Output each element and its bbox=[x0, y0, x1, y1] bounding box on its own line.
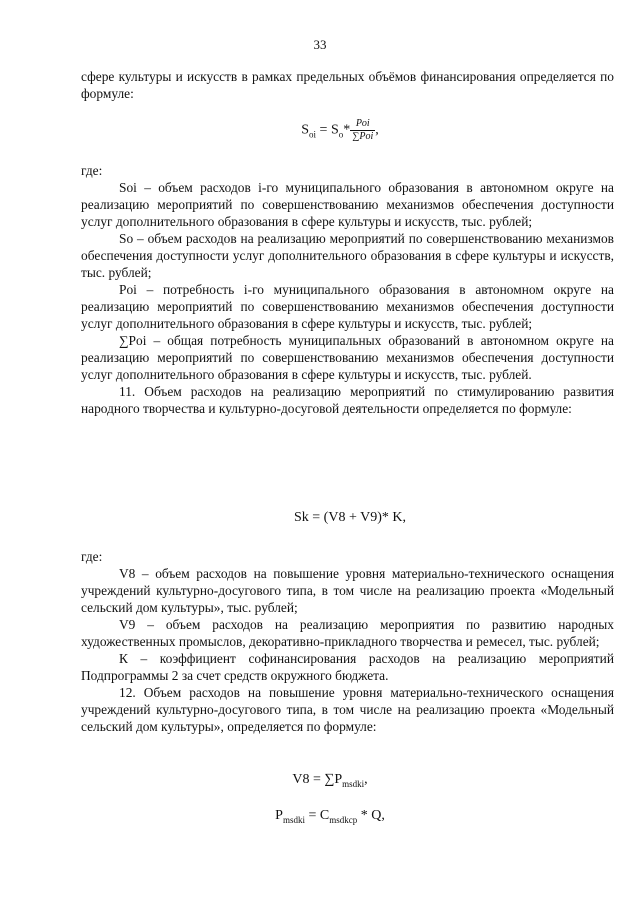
formula-pmsdki bbox=[0, 808, 640, 825]
formula-c-sub: msdkcp bbox=[329, 814, 358, 825]
formula-tail: , bbox=[375, 122, 379, 138]
definition-soi: Sоi – объем расходов i-го муниципального образования в автономном округе на реализацию мероприятий по совершенствованию механизмов обеспечения доступности услуг дополнительного образования в сфере культуры и искусств, тыс. рублей; bbox=[81, 180, 614, 229]
formula-v8-sub: msdki bbox=[342, 778, 365, 789]
definition-k: К – коэффициент софинансирования расходов на реализацию мероприятий Подпрограммы 2 за счет средств окружного бюджета. bbox=[81, 651, 614, 683]
formula-fraction bbox=[350, 118, 375, 143]
definition-sum-poi: ∑Poi – общая потребность муниципальных образований в автономном округе на реализацию мероприятий по совершенствованию механизмов обеспечения доступности услуг дополнительного образования в сфере культуры и искусств, тыс. рублей. bbox=[81, 333, 614, 382]
definitions-block-2 bbox=[81, 548, 614, 735]
formula-v8-main: V8 = ∑P bbox=[292, 772, 343, 787]
formula-v8 bbox=[0, 772, 640, 789]
formula-c: = C bbox=[304, 808, 330, 823]
where-label-2: где: bbox=[81, 549, 103, 564]
formula-rhs: S bbox=[330, 122, 339, 138]
fraction-numerator: Poi bbox=[350, 118, 375, 131]
where-label-1: где: bbox=[81, 163, 103, 178]
definitions-block-1 bbox=[81, 162, 614, 417]
formula-lhs: S bbox=[301, 122, 310, 138]
definition-poi: Poi – потребность i-го муниципального образования в автономном округе на реализацию мероприятий по совершенствованию механизмов обеспечения доступности услуг дополнительного образования в сфере культуры и искусств, тыс. рублей; bbox=[81, 282, 614, 331]
item-11: 11. Объем расходов на реализацию мероприятий по стимулированию развития народного творчества и культурно-досуговой деятельности определяется по формуле: bbox=[81, 384, 614, 416]
formula-times: * bbox=[343, 122, 351, 138]
item-12: 12. Объем расходов на повышение уровня материально-технического оснащения учреждений культурно-досугового типа, в том числе на реализацию проекта «Модельный сельский дом культуры», определяется по формуле: bbox=[81, 685, 614, 734]
formula-lhs-sub: oi bbox=[309, 129, 317, 140]
page-number: 33 bbox=[313, 37, 327, 52]
formula-soi bbox=[0, 118, 640, 143]
formula-q: * Q, bbox=[357, 808, 385, 823]
fraction-denominator: ∑Poi bbox=[352, 131, 374, 142]
formula-p: P bbox=[275, 808, 283, 823]
definition-so: Sо – объем расходов на реализацию мероприятий по совершенствованию механизмов обеспечения доступности услуг дополнительного образования в сфере культуры и искусств, тыс. рублей; bbox=[81, 231, 614, 280]
definition-v9: V9 – объем расходов на реализацию мероприятия по развитию народных художественных промыслов, декоративно-прикладного творчества и ремесел, тыс. рублей; bbox=[81, 617, 614, 649]
formula-eq: = bbox=[316, 122, 331, 138]
formula-v8-tail: , bbox=[364, 772, 368, 787]
formula-sk: Sk = (V8 + V9)* K, bbox=[294, 510, 406, 525]
intro-text: сфере культуры и искусств в рамках предельных объёмов финансирования определяется по формуле: bbox=[81, 69, 614, 101]
formula-p-sub: msdki bbox=[282, 814, 305, 825]
definition-v8: V8 – объем расходов на повышение уровня материально-технического оснащения учреждений культурно-досугового типа, в том числе на реализацию проекта «Модельный сельский дом культуры», тыс. рублей; bbox=[81, 566, 614, 615]
intro-paragraph bbox=[81, 68, 614, 102]
formula-rhs-sub: o bbox=[338, 129, 344, 140]
